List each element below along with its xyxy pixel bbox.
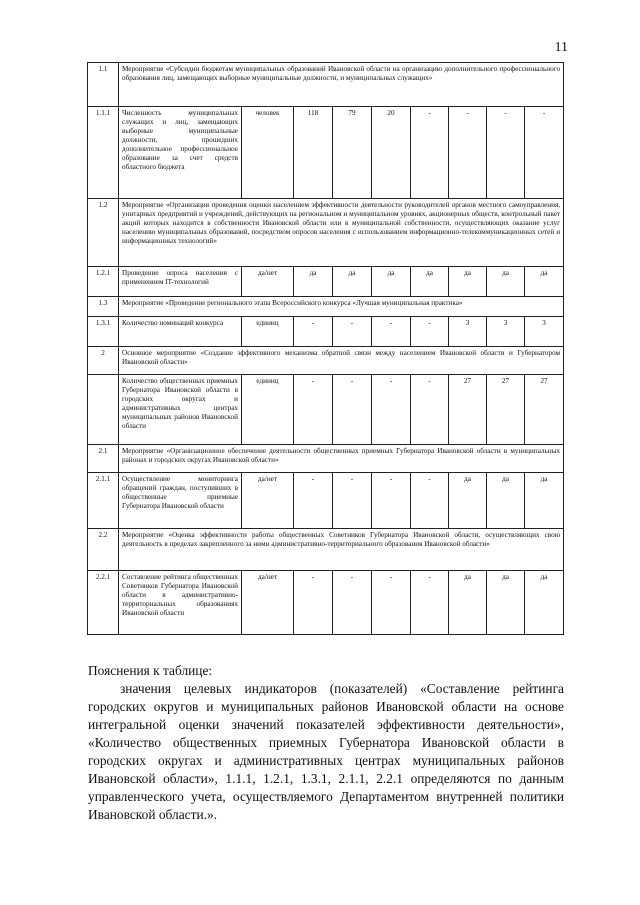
indicator-name: Осуществление мониторинга обращений граждан, поступивших в общественные приемные Губернатора Ивановской области [119, 473, 242, 529]
row-number: 1.2 [88, 199, 119, 267]
value-cell: 118 [294, 107, 333, 199]
row-number [88, 375, 119, 445]
value-cell: - [487, 107, 525, 199]
value-cell: - [372, 571, 411, 635]
row-number: 2.1 [88, 445, 119, 473]
value-cell: 20 [372, 107, 411, 199]
value-cell: 27 [487, 375, 525, 445]
measure-description: Мероприятие «Организационное обеспечение деятельности общественных приемных Губернатора Ивановской области в муниципальных районах и городских округах Ивановской области» [119, 445, 564, 473]
value-cell: - [411, 107, 449, 199]
value-cell: 27 [449, 375, 487, 445]
value-cell: 3 [525, 317, 564, 347]
table-row-measure [88, 347, 564, 375]
value-cell: - [372, 375, 411, 445]
value-cell: да [487, 571, 525, 635]
value-cell: да [525, 571, 564, 635]
value-cell: да [449, 571, 487, 635]
row-number: 1.1.1 [88, 107, 119, 199]
table-row-measure [88, 529, 564, 571]
row-number: 1.3 [88, 297, 119, 317]
value-cell: - [294, 571, 333, 635]
unit-cell: человек [242, 107, 294, 199]
indicator-name: Количество общественных приемных Губернатора Ивановской области в городских округах и административных центрах муниципальных районов Ивановской области [119, 375, 242, 445]
table-notes [88, 662, 564, 824]
unit-cell: единиц [242, 317, 294, 347]
value-cell: - [525, 107, 564, 199]
unit-cell: да/нет [242, 571, 294, 635]
table-row-measure [88, 63, 564, 107]
measure-description: Основное мероприятие «Создание эффективного механизма обратной связи между населением Ивановской области и Губернатором Ивановской области» [119, 347, 564, 375]
notes-body: значения целевых индикаторов (показателей) «Составление рейтинга городских округов и муниципальных районов Ивановской области на основе интегральной оценки значений показателей эффективности деятельности», «Количество общественных приемных Губернатора Ивановской области в городских округах и административных центрах муниципальных районов Ивановской области», 1.1.1, 1.2.1, 1.3.1, 2.1.1, 2.2.1 определяются по данным управленческого учета, осуществляемого Департаментом внутренней политики Ивановской области.». [88, 680, 564, 822]
value-cell: да [487, 267, 525, 297]
table-row-measure [88, 445, 564, 473]
row-number: 2.2 [88, 529, 119, 571]
value-cell: - [333, 375, 372, 445]
table-row-indicator [88, 317, 564, 347]
value-cell: да [449, 267, 487, 297]
value-cell: да [333, 267, 372, 297]
value-cell: - [411, 375, 449, 445]
table-row-measure [88, 199, 564, 267]
value-cell: - [372, 317, 411, 347]
row-number: 1.2.1 [88, 267, 119, 297]
value-cell: - [411, 473, 449, 529]
value-cell: 3 [449, 317, 487, 347]
value-cell: - [411, 317, 449, 347]
value-cell: - [333, 571, 372, 635]
unit-cell: единиц [242, 375, 294, 445]
table-row-measure [88, 297, 564, 317]
row-number: 1.3.1 [88, 317, 119, 347]
value-cell: - [333, 473, 372, 529]
value-cell: да [525, 267, 564, 297]
value-cell: 27 [525, 375, 564, 445]
measure-description: Мероприятие «Организация проведения оценки населением эффективности деятельности руководителей органов местного самоуправления, унитарных предприятий и учреждений, действующих на региональном и муниципальном уровнях, акционерных обществ, контрольный пакет акций которых находится в собственности Ивановской области или в муниципальной собственности, осуществляющих оказание услуг населению муниципальных образований, посредством опросов населения с использованием информационно-телекоммуникационных сетей и информационных технологий» [119, 199, 564, 267]
value-cell: да [411, 267, 449, 297]
value-cell: - [449, 107, 487, 199]
row-number: 2.1.1 [88, 473, 119, 529]
indicator-name: Количество номинаций конкурса [119, 317, 242, 347]
value-cell: да [372, 267, 411, 297]
value-cell: да [487, 473, 525, 529]
table-row-indicator [88, 375, 564, 445]
value-cell: 79 [333, 107, 372, 199]
value-cell: - [372, 473, 411, 529]
table-row-indicator [88, 107, 564, 199]
value-cell: 3 [487, 317, 525, 347]
measure-description: Мероприятие «Проведение регионального этапа Всероссийского конкурса «Лучшая муниципальная практика» [119, 297, 564, 317]
value-cell: - [294, 317, 333, 347]
value-cell: да [525, 473, 564, 529]
table-row-indicator [88, 571, 564, 635]
indicator-name: Проведение опроса населения с применением IT-технологий [119, 267, 242, 297]
value-cell: - [294, 375, 333, 445]
row-number: 2.2.1 [88, 571, 119, 635]
unit-cell: да/нет [242, 473, 294, 529]
value-cell: - [333, 317, 372, 347]
notes-heading: Пояснения к таблице: [88, 663, 213, 678]
page-number: 11 [554, 40, 568, 55]
indicator-name: Составление рейтинга общественных Советников Губернатора Ивановской области в административно-территориальных образованиях Ивановской области [119, 571, 242, 635]
unit-cell: да/нет [242, 267, 294, 297]
value-cell: - [294, 473, 333, 529]
indicator-name: Численность муниципальных служащих и лиц, замещающих выборные муниципальные должности, прошедших дополнительное профессиональное образование за счет средств областного бюджета [119, 107, 242, 199]
value-cell: - [411, 571, 449, 635]
measure-description: Мероприятие «Оценка эффективности работы общественных Советников Губернатора Ивановской области, осуществляющих свою деятельность в пределах закрепленного за ними административно-территориального образования Ивановской области» [119, 529, 564, 571]
indicators-table [87, 62, 564, 635]
value-cell: да [294, 267, 333, 297]
table-row-indicator [88, 473, 564, 529]
row-number: 1.1 [88, 63, 119, 107]
row-number: 2 [88, 347, 119, 375]
value-cell: да [449, 473, 487, 529]
table-row-indicator [88, 267, 564, 297]
measure-description: Мероприятие «Субсидии бюджетам муниципальных образований Ивановской области на организацию дополнительного профессионального образования лиц, замещающих выборные муниципальные должности, и муниципальных служащих» [119, 63, 564, 107]
